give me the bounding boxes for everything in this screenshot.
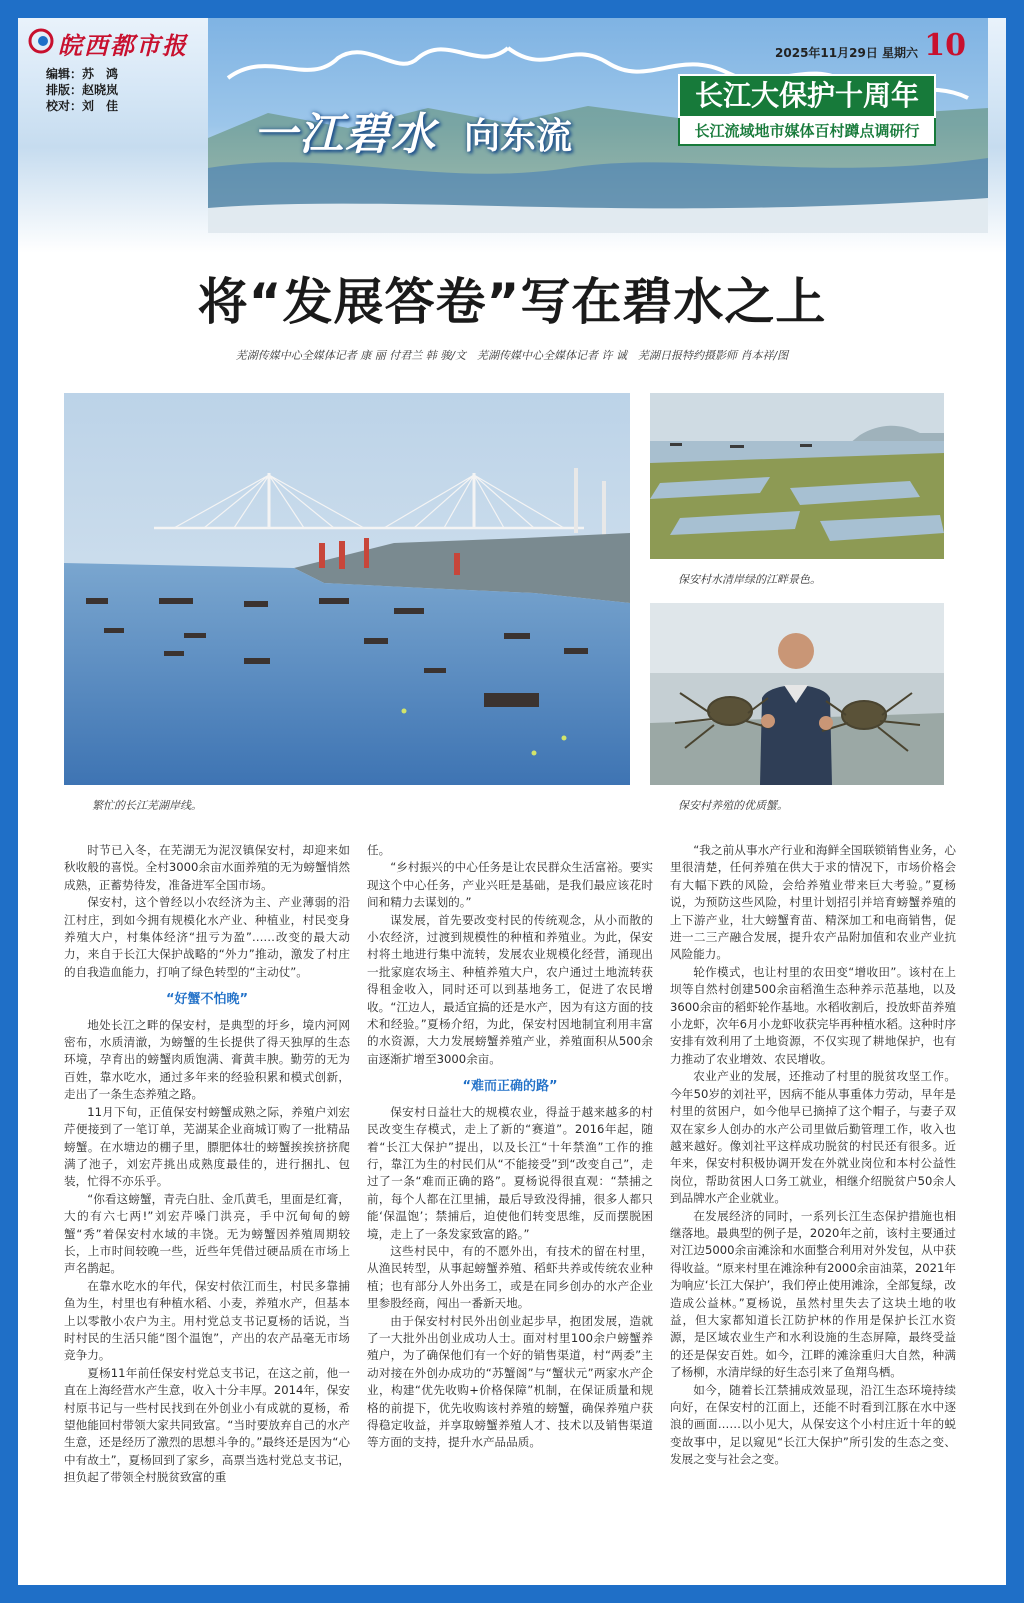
newspaper-logo-icon xyxy=(28,28,54,54)
caption-riverside-photo: 保安村水清岸绿的江畔景色。 xyxy=(678,573,821,586)
series-badge xyxy=(678,74,936,146)
subheading-good-crab: “好蟹不怕晚” xyxy=(165,992,249,1008)
paragraph: 这些村民中，有的不愿外出，有技术的留在村里，从渔民转型，从事起螃蟹养殖、稻虾共养或传统农业种植；也有部分人外出务工，或是在同乡创办的水产企业里参股经商，闯出一番新天地。 xyxy=(367,1243,653,1311)
paragraph: 轮作模式，也让村里的农田变“增收田”。该村在上坝等自然村创建500余亩稻渔生态种养示范基地，以及3600余亩的稻虾轮作基地。水稻收割后，投放虾苗养殖小龙虾，次年6月小龙虾收获完毕再种植水稻。这种时序安排有效利用了土地资源，不仅实现了耕地保护，也有力推动了农业增效、农民增收。 xyxy=(670,964,956,1066)
paragraph: “我之前从事水产行业和海鲜全国联锁销售业务，心里很清楚，任何养殖在供大于求的情况下，市场价格会有大幅下跌的风险，会给养殖业带来巨大考验。”夏杨说，为预防这些风险，村里计划招引并培育螃蟹养殖的上下游产业，壮大螃蟹育苗、精深加工和电商销售，促进一二三产融合发展，提升农产品附加值和农业产业抗风险能力。 xyxy=(670,843,956,962)
paragraph: 谋发展，首先要改变村民的传统观念，从小而散的小农经济，过渡到规模性的种植和养殖业。为此，保安村将土地进行集中流转，发展农业规模化经营，涌现出一批家庭农场主、种植养殖大户，农户通过土地流转获得租金收入，同时还可以到基地务工，促进了农民增收。“江边人，最适宜搞的还是水产，因为有这方面的技术和经验。”夏杨介绍，为此，保安村因地制宜利用丰富的水资源，大力发展螃蟹养殖产业，养殖面积从500余亩逐渐扩增至3000余亩。 xyxy=(367,912,653,1066)
paragraph: 由于保安村村民外出创业起步早，抱团发展，造就了一大批外出创业成功人士。面对村里100余户螃蟹养殖户，为了确保他们有一个好的销售渠道，村“两委”主动对接在外创办成功的“苏蟹阁”与“蟹状元”两家水产企业，构建“优先收购+价格保障”机制，在保证质量和规格的前提下，优先收购该村养殖的螃蟹，确保养殖户获得稳定收益，并享取螃蟹养殖人才、技术以及销售渠道等方面的支持，提升水产品品质。 xyxy=(367,1313,653,1450)
paragraph: 农业产业的发展，还推动了村里的脱贫攻坚工作。今年50岁的刘社平，因病不能从事重体力劳动，早年是村里的贫困户，如今他早已摘掉了这个帽子，与妻子双双在家乡人创办的水产公司里做后勤管理工作，收入也越来越好。像刘社平这样成功脱贫的村民还有很多。近年来，保安村积极协调开发在外就业岗位和本村公益性岗位，帮助贫困人口务工就业，相继介绍脱贫户50余人到品牌水产企业就业。 xyxy=(670,1069,956,1206)
slogan-east: 向东流 xyxy=(464,116,573,157)
yangtze-shoreline-photo xyxy=(64,393,630,785)
article-column-3 xyxy=(670,842,956,1469)
paragraph: 地处长江之畔的保安村，是典型的圩乡，境内河网密布，水质清澈，为螃蟹的生长提供了得天独厚的生态环境，孕育出的螃蟹肉质饱满、膏黄丰腴。勤劳的无为百姓，靠水吃水，通过多年来的经验积累和模式创新，走出了一条生态养殖之路。 xyxy=(64,1017,350,1102)
paragraph: “乡村振兴的中心任务是让农民群众生活富裕。要实现这个中心任务，产业兴旺是基础，是我们最应该花时间和精力去谋划的。” xyxy=(367,860,653,910)
paragraph: 任。 xyxy=(367,843,391,857)
paragraph: 时节已入冬，在芜湖无为泥汊镇保安村，却迎来如秋收般的喜悦。全村3000余亩水面养殖的无为螃蟹悄然成熟，正蓄势待发，准备进军全国市场。 xyxy=(64,843,350,892)
paragraph: “你看这螃蟹，青壳白肚、金爪黄毛，里面是红膏，大的有六七两!”刘宏芹嗓门洪亮，手中沉甸甸的螃蟹“秀”着保安村水域的丰饶。无为螃蟹因养殖周期较长，上市时间较晚一些，近些年凭借过硬品质在市场上声名鹊起。 xyxy=(64,1191,350,1276)
caption-crab-photo: 保安村养殖的优质蟹。 xyxy=(678,799,788,812)
masthead xyxy=(18,18,1006,253)
layout-line: 排版：赵晓岚 xyxy=(46,83,119,97)
subheading-right-path: “难而正确的路” xyxy=(462,1079,558,1095)
article-column-2 xyxy=(367,842,653,1452)
headline: 将“发展答卷”写在碧水之上 xyxy=(197,273,827,331)
proofread-line: 校对：刘 佳 xyxy=(46,99,119,113)
paragraph: 如今，随着长江禁捕成效显现，沿江生态环境持续向好，在保安村的江面上，还能不时看到江豚在水中逐浪的画面……以小见大，从保安这个小村庄近十年的蜕变故事中，足以窥见“长江大保护”所引发的生态之变、发展之变与社会之变。 xyxy=(670,1382,956,1467)
issue-date: 2025年11月29日 星期六 xyxy=(775,46,918,60)
caption-main-photo: 繁忙的长江芜湖岸线。 xyxy=(92,799,202,812)
crab-farmer-photo xyxy=(650,603,944,785)
editor-line: 编辑：苏 鸿 xyxy=(46,67,119,81)
paragraph: 夏杨11年前任保安村党总支书记，在这之前，他一直在上海经营水产生意，收入十分丰厚。2014年，保安村原书记与一些村民找到在外创业小有成就的夏杨，希望他能回村带领大家共同致富。“当时要放弃自己的水产生意，还是经历了激烈的思想斗争的。”最终还是因为“心中有故土”，夏杨回到了家乡，高票当选村党总支书记，担负起了带领全村脱贫致富的重 xyxy=(64,1365,350,1485)
paragraph: 保安村日益壮大的规模农业，得益于越来越多的村民改变生存模式，走上了新的“赛道”。2016年起，随着“长江大保护”提出，以及长江“十年禁渔”工作的推行，靠江为生的村民们从“不能接受”到“改变自己”，走过了一条“难而正确的路”。夏杨说得很直观：“禁捕之前，每个人都在江里捕，最后导致没得捕，很多人都只能‘保温饱’；禁捕后，迫使他们转变思维，反而摆脱困境，走上了一条发家致富的路。” xyxy=(367,1104,653,1241)
paragraph: 在靠水吃水的年代，保安村依江而生，村民多靠捕鱼为生，村里也有种植水稻、小麦，养殖水产，但基本上以零散小农户为主。用村党总支书记夏杨的话说，当时村民的生活只能“图个温饱”，产出的农产品毫无市场竞争力。 xyxy=(64,1278,350,1363)
page-number: 10 xyxy=(924,28,966,63)
paragraph: 11月下旬，正值保安村螃蟹成熟之际，养殖户刘宏芹便接到了一笔订单，芜湖某企业商城订购了一批精品螃蟹。在水塘边的棚子里，膘肥体壮的螃蟹挨挨挤挤爬满了池子，刘宏芹挑出成熟度最佳的，进行捆扎、包装，忙得不亦乐乎。 xyxy=(64,1104,350,1189)
newspaper-logo-text: 皖西都市报 xyxy=(58,31,188,60)
article-column-1 xyxy=(64,842,350,1487)
badge-title: 长江大保护十周年 xyxy=(678,74,936,118)
byline: 芜湖传媒中心全媒体记者 康 丽 付君兰 韩 骏/文 芜湖传媒中心全媒体记者 许 诚 芜湖日报特约摄影师 肖本祥/图 xyxy=(235,349,789,362)
slogan-river: 一江碧水 xyxy=(253,109,437,160)
riverside-scenery-photo xyxy=(650,393,944,559)
editor-credits xyxy=(46,66,118,114)
badge-subtitle: 长江流域地市媒体百村蹲点调研行 xyxy=(678,118,936,146)
paragraph: 保安村，这个曾经以小农经济为主、产业薄弱的沿江村庄，到如今拥有规模化水产业、种植业，村民变身养殖大户，村集体经济“扭亏为盈”……改变的最大动力，来自于长江大保护战略的“外力”推动，激发了村庄的自我造血能力，打响了绿色转型的“主动仗”。 xyxy=(64,895,350,979)
paragraph: 在发展经济的同时，一系列长江生态保护措施也相继落地。最典型的例子是，2020年之前，该村主要通过对江边5000余亩滩涂和水面整合利用对外发包，从中获得收益。“原来村里在滩涂种有2000余亩油菜，2021年为响应‘长江大保护’，我们停止使用滩涂，全部复绿，改造成公益林。”夏杨说，虽然村里失去了这块土地的收益，但大家都知道长江防护林的作用是保护长江水资源，是区域农业生产和水利设施的生态屏障，最终受益的还是保安百姓。如今，江畔的滩涂重归大自然，种满了杨柳，水清岸绿的好生态引来了鱼翔鸟栖。 xyxy=(670,1208,956,1380)
